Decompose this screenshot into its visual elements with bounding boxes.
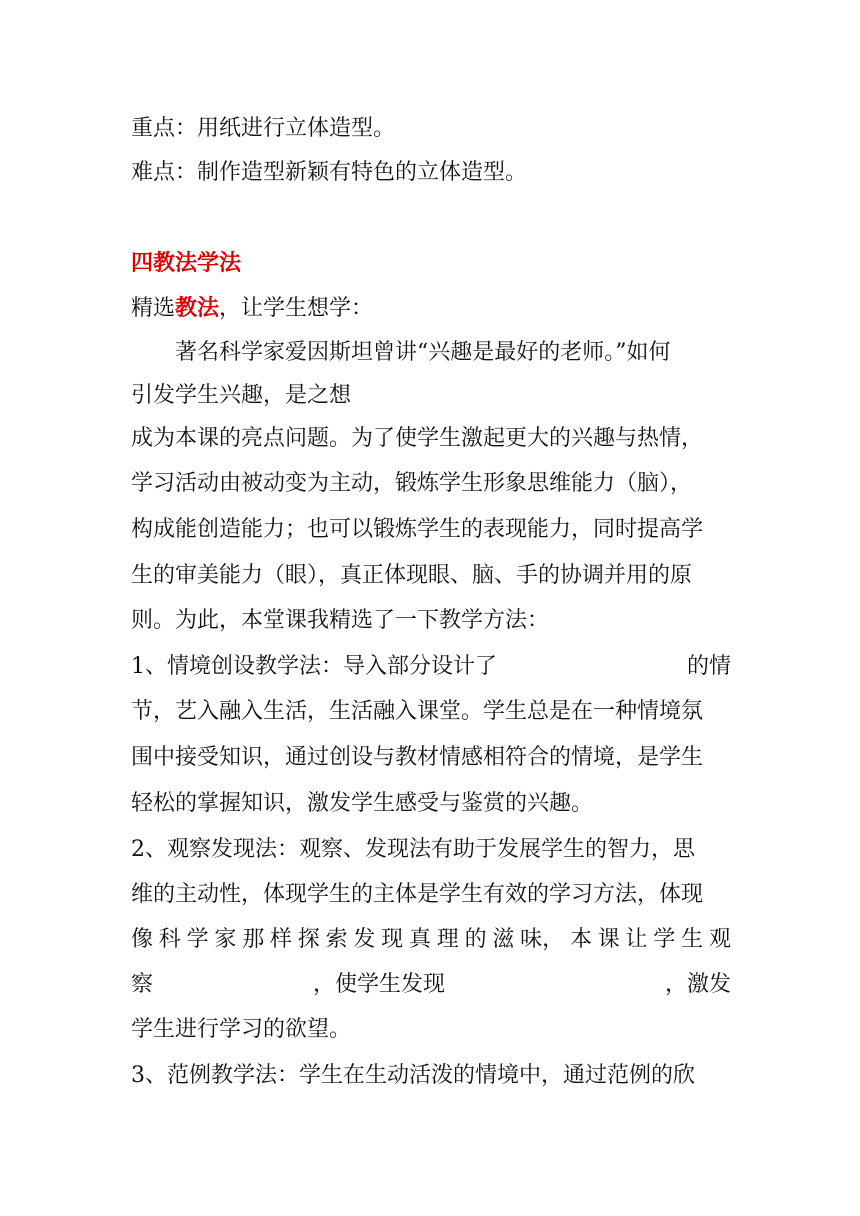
method2-line-3-token: 学 bbox=[653, 927, 676, 952]
method2-line-3-token: 理 bbox=[436, 927, 459, 952]
intro-line-1: 著名科学家爱因斯坦曾讲“兴趣是最好的老师。”如何 bbox=[175, 340, 671, 365]
method2-line-3-token: 滋 bbox=[492, 927, 515, 952]
method3-line-1: 3、范例教学法：学生在生动活泼的情境中，通过范例的欣 bbox=[131, 1063, 695, 1088]
method2-line-3-token: 让 bbox=[625, 927, 648, 952]
method2-line-2: 维的主动性，体现学生的主体是学生有效的学习方法，体现 bbox=[131, 882, 704, 907]
intro-line-7: 则。为此，本堂课我精选了一下教学方法： bbox=[131, 608, 550, 633]
method2-line-3-token: 发 bbox=[353, 927, 376, 952]
method2-line-3 bbox=[131, 925, 731, 955]
subheading-highlight: 教法 bbox=[175, 295, 220, 321]
method2-line-3-token: 样 bbox=[269, 927, 292, 952]
method2-line-3-token: 生 bbox=[681, 927, 704, 952]
section-subheading bbox=[131, 293, 731, 323]
method1-line-1-right: 的情 bbox=[686, 654, 731, 679]
difficulty-point: 难点：制作造型新颖有特色的立体造型。 bbox=[131, 160, 528, 185]
method1-line-3: 围中接受知识，通过创设与教材情感相符合的情境，是学生 bbox=[131, 745, 704, 770]
method2-line-5: 学生进行学习的欲望。 bbox=[131, 1017, 352, 1042]
method2-line-3-token: 索 bbox=[325, 927, 348, 952]
method2-line-3-token: 那 bbox=[242, 927, 265, 952]
method2-line-3-token: 真 bbox=[408, 927, 431, 952]
intro-line-6: 生的审美能力（眼），真正体现眼、脑、手的协调并用的原 bbox=[131, 563, 693, 588]
method2-line-4-part-a: 察 bbox=[131, 972, 154, 997]
method2-line-4-part-c: ，激发 bbox=[664, 972, 731, 997]
method2-line-3-token: 家 bbox=[214, 927, 237, 952]
section-heading: 四教法学法 bbox=[131, 250, 242, 276]
subheading-prefix: 精选 bbox=[131, 296, 176, 321]
method2-line-1: 2、观察发现法：观察、发现法有助于发展学生的智力，思 bbox=[131, 837, 695, 862]
method1-line-1 bbox=[131, 652, 731, 682]
method2-line-3-token: 探 bbox=[297, 927, 320, 952]
method2-line-4-part-b: ，使学生发现 bbox=[313, 972, 446, 997]
method2-line-3-token: 学 bbox=[186, 927, 209, 952]
method1-line-2: 节，艺入融入生活，生活融入课堂。学生总是在一种情境氛 bbox=[131, 699, 704, 724]
intro-line-3: 成为本课的亮点问题。为了使学生激起更大的兴趣与热情， bbox=[131, 426, 704, 451]
intro-line-4: 学习活动由被动变为主动，锻炼学生形象思维能力（脑）， bbox=[131, 471, 693, 496]
method2-line-3-token: 的 bbox=[464, 927, 487, 952]
intro-line-5: 构成能创造能力；也可以锻炼学生的表现能力，同时提高学 bbox=[131, 517, 704, 542]
focus-point: 重点：用纸进行立体造型。 bbox=[131, 116, 396, 141]
method2-line-3-token: 课 bbox=[597, 927, 620, 952]
method1-line-4: 轻松的掌握知识，激发学生感受与鉴赏的兴趣。 bbox=[131, 791, 594, 816]
intro-line-2: 引发学生兴趣，是之想 bbox=[131, 383, 352, 408]
method2-line-4 bbox=[131, 970, 731, 1000]
method2-line-3-token: 科 bbox=[158, 927, 181, 952]
subheading-suffix: ，让学生想学： bbox=[219, 296, 374, 321]
method2-line-3-token: 观 bbox=[708, 927, 731, 952]
method1-line-1-left: 1、情境创设教学法：导入部分设计了 bbox=[131, 654, 497, 679]
method2-line-3-token: 现 bbox=[381, 927, 404, 952]
method2-line-3-token: 本 bbox=[569, 927, 592, 952]
method2-line-3-token: 像 bbox=[131, 927, 154, 952]
method2-line-3-token: 味， bbox=[520, 927, 565, 952]
